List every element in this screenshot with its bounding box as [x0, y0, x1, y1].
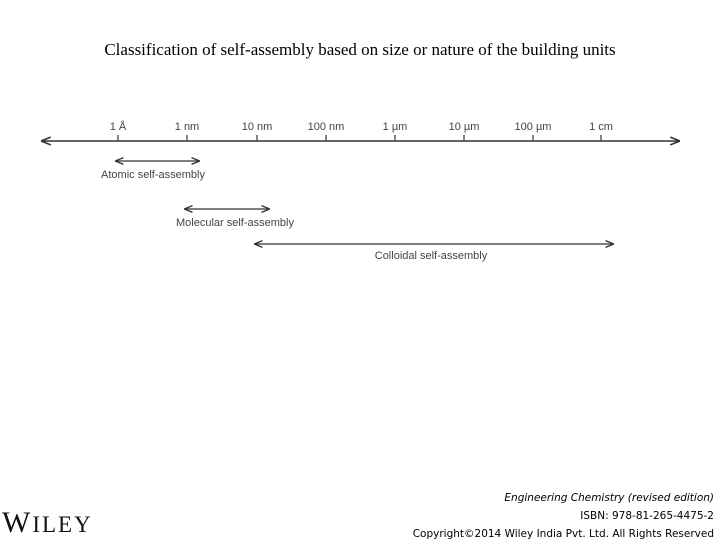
size-range-label: Molecular self-assembly [176, 217, 294, 229]
size-ranges [101, 161, 613, 262]
scale-ticks [110, 120, 613, 141]
scale-tick-label: 1 Å [109, 121, 127, 133]
scale-tick-label: 100 µm [514, 121, 552, 133]
scale-tick-label: 1 nm [174, 121, 200, 133]
isbn-text: ISBN: 978-81-265-4475-2 [580, 510, 714, 522]
scale-tick-label: 1 cm [589, 121, 613, 133]
size-range-label: Atomic self-assembly [101, 169, 205, 181]
scale-tick-label: 10 nm [241, 121, 273, 133]
scale-tick-label: 1 µm [382, 121, 408, 133]
slide-title: Classification of self-assembly based on size or nature of the building units [104, 40, 616, 59]
size-range-label: Colloidal self-assembly [374, 250, 488, 262]
scale-tick-label: 100 nm [307, 121, 345, 133]
book-title: Engineering Chemistry (revised edition) [504, 492, 714, 504]
scale-tick-label: 10 µm [448, 121, 480, 133]
copyright-text: Copyright©2014 Wiley India Pvt. Ltd. All Rights Reserved [412, 528, 714, 540]
credits-block [413, 489, 714, 543]
wiley-logo: WILEY [2, 506, 93, 539]
